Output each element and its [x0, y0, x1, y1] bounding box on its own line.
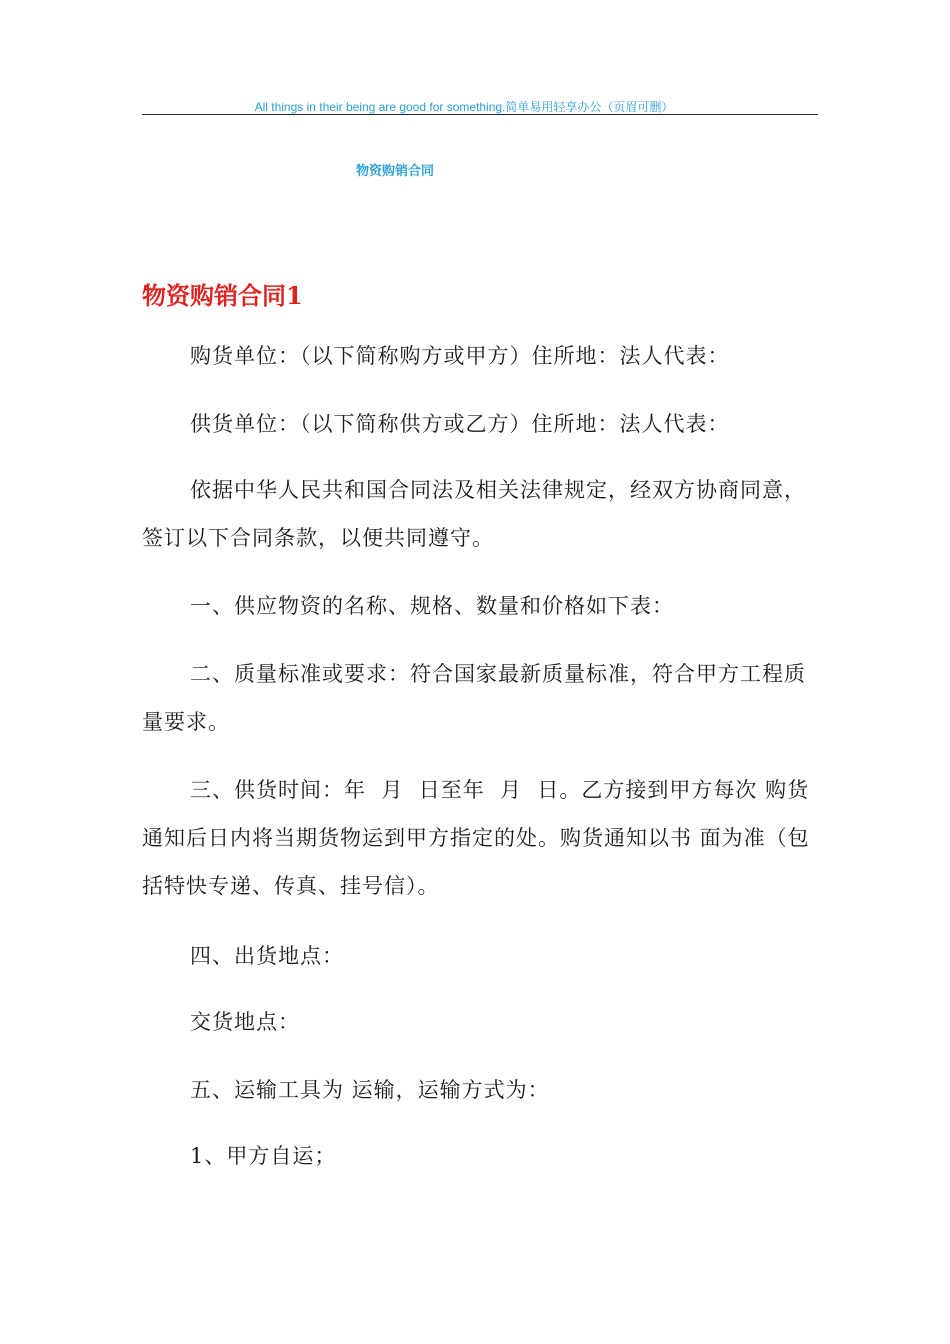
paragraph-clause-3: 三、供货时间：年 月 日至年 月 日。乙方接到甲方每次 购货通知后日内将当期货物运到甲方指定的处。购货通知以书 面为准（包括特快专递、传真、挂号信）。: [142, 778, 810, 898]
paragraph-buyer: 购货单位：（以下简称购方或甲方）住所地：法人代表：: [190, 344, 730, 368]
paragraph-delivery-place: 交货地点：: [190, 1010, 300, 1034]
header-text: All things in their being are good for something.简单易用轻享办公（页眉可删）: [254, 100, 674, 114]
paragraph-clause-1: 一、供应物资的名称、规格、数量和价格如下表：: [190, 594, 674, 618]
paragraph-item-1: 1、甲方自运；: [190, 1144, 337, 1168]
paragraph-clause-5: 五、运输工具为 运输，运输方式为：: [190, 1078, 550, 1102]
document-heading: 物资购销合同1: [142, 281, 303, 310]
paragraph-seller: 供货单位：（以下简称供方或乙方）住所地：法人代表：: [190, 412, 730, 436]
page-header: [142, 96, 818, 115]
paragraph-basis: 依据中华人民共和国合同法及相关法律规定，经双方协商同意，签订以下合同条款，以便共同遵守。: [142, 478, 806, 550]
paragraph-clause-4: 四、出货地点：: [190, 944, 344, 968]
document-subtitle: 物资购销合同: [355, 164, 434, 179]
paragraph-clause-2: 二、质量标准或要求：符合国家最新质量标准，符合甲方工程质量要求。: [142, 662, 806, 734]
